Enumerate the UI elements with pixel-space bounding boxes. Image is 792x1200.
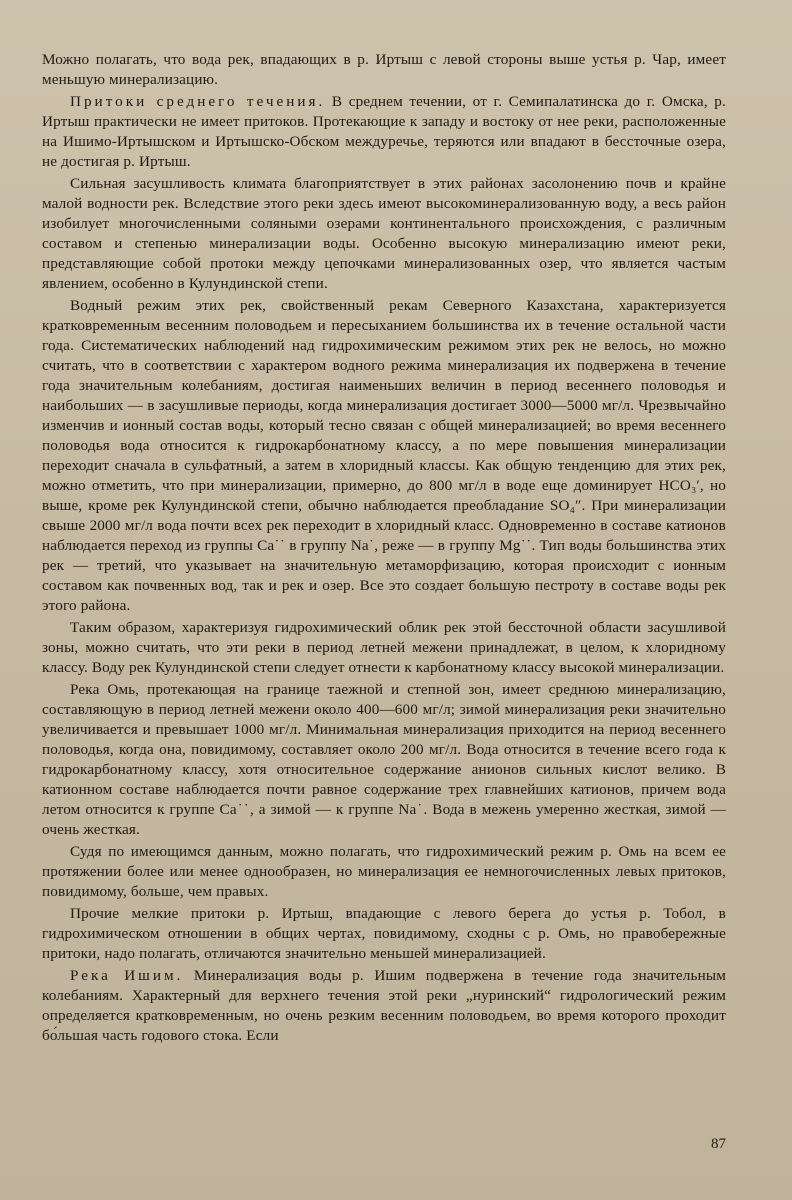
paragraph: Судя по имеющимся данным, можно полагать, что гидрохимический режим р. Омь на всем ее протяжении более или менее однообразен, но минерализация ее немногочисленных левых притоков, повидимому, больше, чем правых. bbox=[42, 843, 726, 900]
section-heading-middle-course: Притоки среднего течения. bbox=[70, 93, 326, 110]
paragraph-ishim-river: Река Ишим. Минерализация воды р. Ишим подвержена в течение года значительным колебаниям. Характерный для верхнего течения этой реки „нуринский“ гидрологический режим определяется кратковременным, но очень резким весенним половодьем, во время которого проходит бо́льшая часть годового стока. Если bbox=[42, 967, 726, 1044]
paragraph: Прочие мелкие притоки р. Иртыш, впадающие с левого берега до устья р. Тобол, в гидрохимическом отношении в общих чертах, повидимому, сходны с р. Омь, но правобережные притоки, надо полагать, отличаются значительно меньшей минерализацией. bbox=[42, 905, 726, 962]
section-heading-ishim: Река Ишим. bbox=[70, 967, 184, 984]
page-number: 87 bbox=[711, 1136, 726, 1152]
body-text bbox=[42, 50, 726, 1048]
paragraph-om-river: Река Омь, протекающая на границе таежной и степной зон, имеет среднюю минерализацию, составляющую в период летней межени около 400—600 мг/л; зимой минерализация реки значительно увеличивается и превышает 1000 мг/л. Минимальная минерализация приходится на период весеннего половодья, когда она, повидимому, составляет около 200 мг/л. Вода относится в течение всего года к гидрокарбонатному классу, хотя относительное содержание анионов сильных кислот велико. В катионном составе наблюдается почти равное содержание трех главнейших катионов, причем вода летом относится к группе Ca˙˙, а зимой — к группе Na˙. Вода в межень умеренно жесткая, зимой — очень жесткая. bbox=[42, 681, 726, 838]
paragraph: Можно полагать, что вода рек, впадающих в р. Иртыш с левой стороны выше устья р. Чар, имеет меньшую минерализацию. bbox=[42, 51, 726, 88]
paragraph-tributaries-middle-course: Притоки среднего течения. В среднем течении, от г. Семипалатинска до г. Омска, р. Иртыш практически не имеет притоков. Протекающие к западу и востоку от нее реки, расположенные на Ишимо-Иртышском и Иртышско-Обском междуречье, теряются или впадают в бессточные озера, не достигая р. Иртыш. bbox=[42, 93, 726, 170]
paragraph: Водный режим этих рек, свойственный рекам Северного Казахстана, характеризуется кратковременным весенним половодьем и пересыханием большинства их в течение остальной части года. Систематических наблюдений над гидрохимическим режимом этих рек не велось, но можно считать, что в соответствии с характером водного режима минерализация их подвержена в течение года значительным колебаниям, достигая наименьших величин в период весеннего половодья и наибольших — в засушливые периоды, когда минерализация достигает 3000—5000 мг/л. Чрезвычайно изменчив и ионный состав воды, который тесно связан с общей минерализацией; во время весеннего половодья вода относится к гидрокарбонатному классу, а по мере повышения минерализации переходит сначала в сульфатный, а затем в хлоридный классы. Как общую тенденцию для этих рек, можно отметить, что при минерализации, примерно, до 800 мг/л в воде еще доминирует HCO₃′, но выше, кроме рек Кулундинской степи, обычно наблюдается преобладание SO₄″. При минерализации свыше 2000 мг/л вода почти всех рек переходит в хлоридный класс. Одновременно в составе катионов наблюдается переход из группы Ca˙˙ в группу Na˙, реже — в группу Mg˙˙. Тип воды большинства этих рек — третий, что указывает на значительную метаморфизацию, которая происходит с ионным составом как почвенных вод, так и рек и озер. Все это создает большую пестроту в составе воды рек этого района. bbox=[42, 297, 726, 614]
paragraph: Сильная засушливость климата благоприятствует в этих районах засолонению почв и крайне малой водности рек. Вследствие этого реки здесь имеют высокоминерализованную воду, а весь район изобилует многочисленными соляными озерами континентального происхождения, с различным составом и степенью минерализации воды. Особенно высокую минерализацию имеют реки, представляющие собой протоки между цепочками минерализованных озер, что является частым явлением, особенно в Кулундинской степи. bbox=[42, 175, 726, 292]
paragraph: Таким образом, характеризуя гидрохимический облик рек этой бессточной области засушливой зоны, можно считать, что эти реки в период летней межени принадлежат, в целом, к хлоридному классу. Воду рек Кулундинской степи следует отнести к карбонатному классу высокой минерализации. bbox=[42, 619, 726, 676]
